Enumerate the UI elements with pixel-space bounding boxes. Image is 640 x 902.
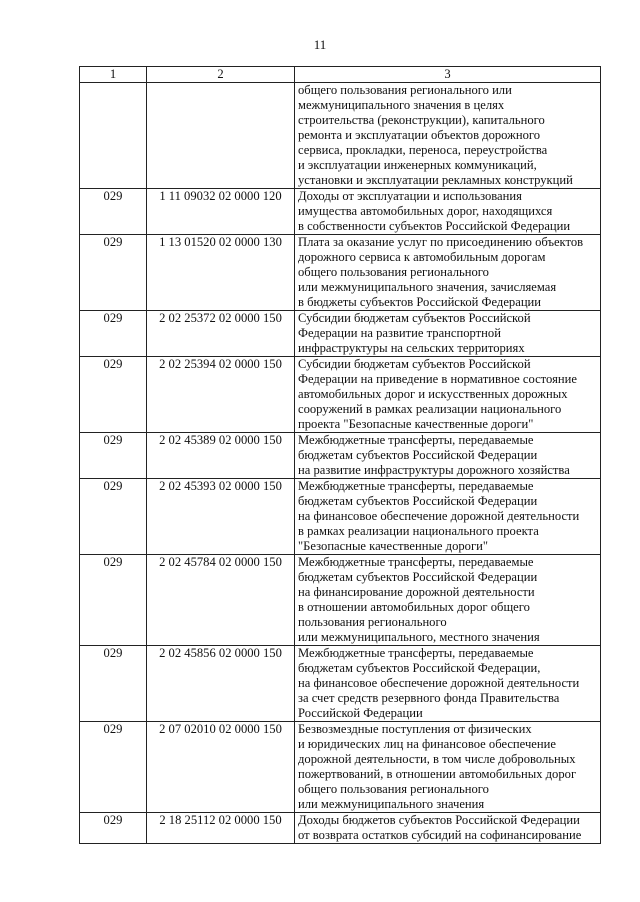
budget-classification-code-cell: 1 13 01520 02 0000 130 <box>147 235 295 311</box>
description-line: Федерации на приведение в нормативное состояние <box>298 372 577 386</box>
description-line: дорожного сервиса к автомобильным дорогам <box>298 250 546 264</box>
budget-classification-code-cell: 2 02 45389 02 0000 150 <box>147 433 295 479</box>
income-description-cell <box>295 357 601 433</box>
income-description-cell <box>295 555 601 646</box>
description-line: бюджетам субъектов Российской Федерации <box>298 448 538 462</box>
page-number: 11 <box>313 37 327 52</box>
table-row <box>80 235 601 311</box>
description-line: Доходы от эксплуатации и использования <box>298 189 522 203</box>
description-line: межмуниципального значения в целях <box>298 98 505 112</box>
income-description-cell <box>295 83 601 189</box>
description-line: инфраструктуры на сельских территориях <box>298 341 525 355</box>
table-row <box>80 722 601 813</box>
description-line: сервиса, прокладки, переноса, переустройства <box>298 143 548 157</box>
budget-classification-code-cell: 2 07 02010 02 0000 150 <box>147 722 295 813</box>
table-row <box>80 189 601 235</box>
description-line: пожертвований, в отношении автомобильных дорог <box>298 767 577 781</box>
admin-code-cell: 029 <box>80 813 147 844</box>
income-description-cell <box>295 722 601 813</box>
table-row <box>80 646 601 722</box>
description-line: общего пользования регионального <box>298 265 489 279</box>
budget-classification-code-cell: 2 18 25112 02 0000 150 <box>147 813 295 844</box>
income-description-cell <box>295 235 601 311</box>
table-row <box>80 813 601 844</box>
description-line: Доходы бюджетов субъектов Российской Федерации <box>298 813 580 827</box>
header-col-2: 2 <box>147 67 295 83</box>
description-line: пользования регионального <box>298 615 447 629</box>
admin-code-cell <box>80 83 147 189</box>
description-line: на финансовое обеспечение дорожной деятельности <box>298 676 580 690</box>
description-line: и юридических лиц на финансовое обеспечение <box>298 737 556 751</box>
description-line: или межмуниципального значения, зачисляемая <box>298 280 557 294</box>
income-description-cell <box>295 646 601 722</box>
budget-classification-code-cell: 1 11 09032 02 0000 120 <box>147 189 295 235</box>
header-col-3: 3 <box>295 67 601 83</box>
description-line: Межбюджетные трансферты, передаваемые <box>298 555 534 569</box>
table-row <box>80 479 601 555</box>
description-line: бюджетам субъектов Российской Федерации, <box>298 661 541 675</box>
description-line: от возврата остатков субсидий на софинансирование <box>298 828 582 842</box>
table-row <box>80 357 601 433</box>
table-row <box>80 311 601 357</box>
table-row <box>80 555 601 646</box>
description-line: "Безопасные качественные дороги" <box>298 539 489 553</box>
table-row <box>80 433 601 479</box>
admin-code-cell: 029 <box>80 433 147 479</box>
budget-classification-code-cell: 2 02 45784 02 0000 150 <box>147 555 295 646</box>
budget-classification-code-cell: 2 02 25394 02 0000 150 <box>147 357 295 433</box>
description-line: дорожной деятельности, в том числе добровольных <box>298 752 576 766</box>
description-line: на финансирование дорожной деятельности <box>298 585 535 599</box>
description-line: Межбюджетные трансферты, передаваемые <box>298 433 534 447</box>
admin-code-cell: 029 <box>80 479 147 555</box>
description-line: в бюджеты субъектов Российской Федерации <box>298 295 542 309</box>
description-line: бюджетам субъектов Российской Федерации <box>298 570 538 584</box>
description-line: общего пользования регионального <box>298 782 489 796</box>
description-line: в рамках реализации национального проекта <box>298 524 539 538</box>
income-description-cell <box>295 433 601 479</box>
description-line: или межмуниципального значения <box>298 797 485 811</box>
income-description-cell <box>295 311 601 357</box>
admin-code-cell: 029 <box>80 311 147 357</box>
description-line: сооружений в рамках реализации национального <box>298 402 562 416</box>
description-line: и эксплуатации инженерных коммуникаций, <box>298 158 537 172</box>
description-line: в собственности субъектов Российской Федерации <box>298 219 571 233</box>
description-line: установки и эксплуатации рекламных конструкций <box>298 173 573 187</box>
description-line: бюджетам субъектов Российской Федерации <box>298 494 538 508</box>
admin-code-cell: 029 <box>80 235 147 311</box>
budget-classification-code-cell: 2 02 45393 02 0000 150 <box>147 479 295 555</box>
description-line: ремонта и эксплуатации объектов дорожного <box>298 128 541 142</box>
description-line: имущества автомобильных дорог, находящихся <box>298 204 553 218</box>
description-line: Межбюджетные трансферты, передаваемые <box>298 479 534 493</box>
description-line: общего пользования регионального или <box>298 83 512 97</box>
description-line: на финансовое обеспечение дорожной деятельности <box>298 509 580 523</box>
admin-code-cell: 029 <box>80 357 147 433</box>
table-header-row <box>80 67 601 83</box>
description-line: Межбюджетные трансферты, передаваемые <box>298 646 534 660</box>
budget-classification-code-cell <box>147 83 295 189</box>
income-description-cell <box>295 813 601 844</box>
budget-classification-code-cell: 2 02 25372 02 0000 150 <box>147 311 295 357</box>
budget-codes-table <box>79 66 601 844</box>
description-line: строительства (реконструкции), капитального <box>298 113 545 127</box>
admin-code-cell: 029 <box>80 189 147 235</box>
description-line: за счет средств резервного фонда Правительства <box>298 691 560 705</box>
description-line: в отношении автомобильных дорог общего <box>298 600 530 614</box>
description-line: Российской Федерации <box>298 706 423 720</box>
description-line: Субсидии бюджетам субъектов Российской <box>298 357 531 371</box>
admin-code-cell: 029 <box>80 555 147 646</box>
description-line: Субсидии бюджетам субъектов Российской <box>298 311 531 325</box>
description-line: Федерации на развитие транспортной <box>298 326 501 340</box>
table-row <box>80 83 601 189</box>
description-line: Безвозмездные поступления от физических <box>298 722 532 736</box>
income-description-cell <box>295 479 601 555</box>
budget-classification-code-cell: 2 02 45856 02 0000 150 <box>147 646 295 722</box>
description-line: Плата за оказание услуг по присоединению объектов <box>298 235 584 249</box>
description-line: автомобильных дорог и искусственных дорожных <box>298 387 568 401</box>
header-col-1: 1 <box>80 67 147 83</box>
admin-code-cell: 029 <box>80 722 147 813</box>
description-line: или межмуниципального, местного значения <box>298 630 540 644</box>
description-line: на развитие инфраструктуры дорожного хозяйства <box>298 463 570 477</box>
admin-code-cell: 029 <box>80 646 147 722</box>
income-description-cell <box>295 189 601 235</box>
description-line: проекта "Безопасные качественные дороги" <box>298 417 534 431</box>
